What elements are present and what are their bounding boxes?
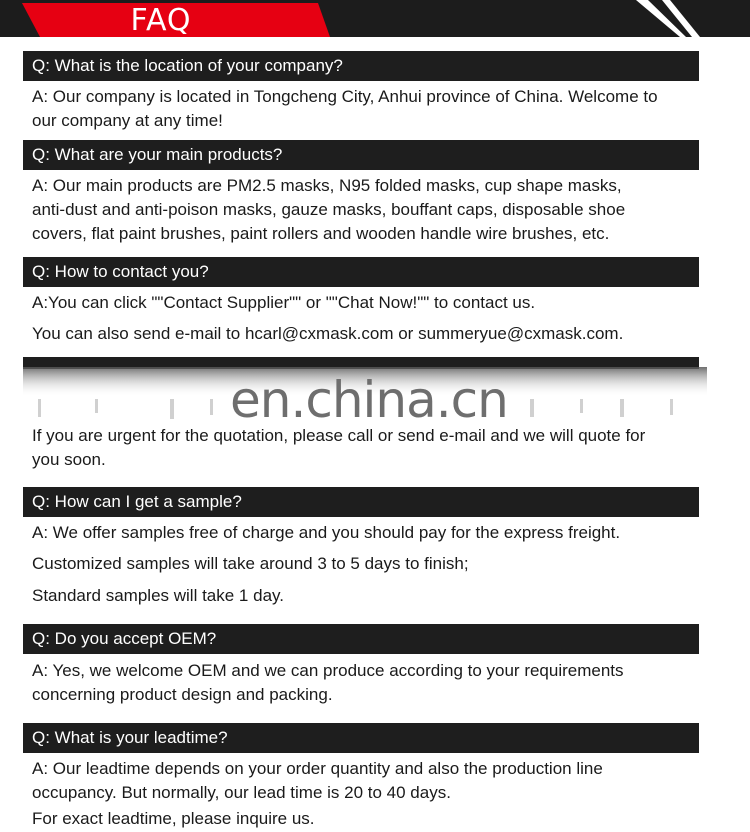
watermark-text: en.china.cn	[230, 371, 508, 429]
faq-answer-line: For exact leadtime, please inquire us.	[32, 809, 315, 828]
faq-answer-line: you soon.	[32, 450, 106, 469]
faq-answer-line: concerning product design and packing.	[32, 685, 333, 704]
faq-answer-line: If you are urgent for the quotation, please call or send e-mail and we will quote for	[32, 426, 646, 445]
page-title: FAQ	[130, 3, 192, 38]
faq-answer-line: our company at any time!	[32, 111, 223, 130]
faq-question-sample: Q: How can I get a sample?	[23, 487, 699, 517]
faq-answer-line: A: We offer samples free of charge and you should pay for the express freight.	[32, 523, 621, 542]
faq-answer-line: covers, flat paint brushes, paint rollers and wooden handle wire brushes, etc.	[32, 224, 610, 243]
faq-answer-line: A: Our leadtime depends on your order quantity and also the production line	[32, 759, 603, 778]
faq-question-leadtime: Q: What is your leadtime?	[23, 723, 699, 753]
faq-question-products: Q: What are your main products?	[23, 140, 699, 170]
faq-answer-line: Standard samples will take 1 day.	[32, 586, 284, 605]
faq-answer-line: You can also send e-mail to hcarl@cxmask.com or summeryue@cxmask.com.	[32, 324, 624, 343]
faq-answer-line: A: Yes, we welcome OEM and we can produce according to your requirements	[32, 661, 624, 680]
faq-answer-line: A: Our main products are PM2.5 masks, N95 folded masks, cup shape masks,	[32, 176, 622, 195]
faq-answer-line: A: Our company is located in Tongcheng City, Anhui province of China. Welcome to	[32, 87, 658, 106]
faq-question-location: Q: What is the location of your company?	[23, 51, 699, 81]
faq-question-contact: Q: How to contact you?	[23, 257, 699, 287]
faq-answer-line: A:You can click ""Contact Supplier"" or ""Chat Now!"" to contact us.	[32, 293, 536, 312]
header-background	[0, 0, 750, 40]
faq-question-oem: Q: Do you accept OEM?	[23, 624, 699, 654]
faq-answer-line: anti-dust and anti-poison masks, gauze masks, bouffant caps, disposable shoe	[32, 200, 626, 219]
faq-answer-line: Customized samples will take around 3 to 5 days to finish;	[32, 554, 469, 573]
faq-header-banner	[0, 0, 750, 40]
faq-answer-line: occupancy. But normally, our lead time is 20 to 40 days.	[32, 783, 451, 802]
